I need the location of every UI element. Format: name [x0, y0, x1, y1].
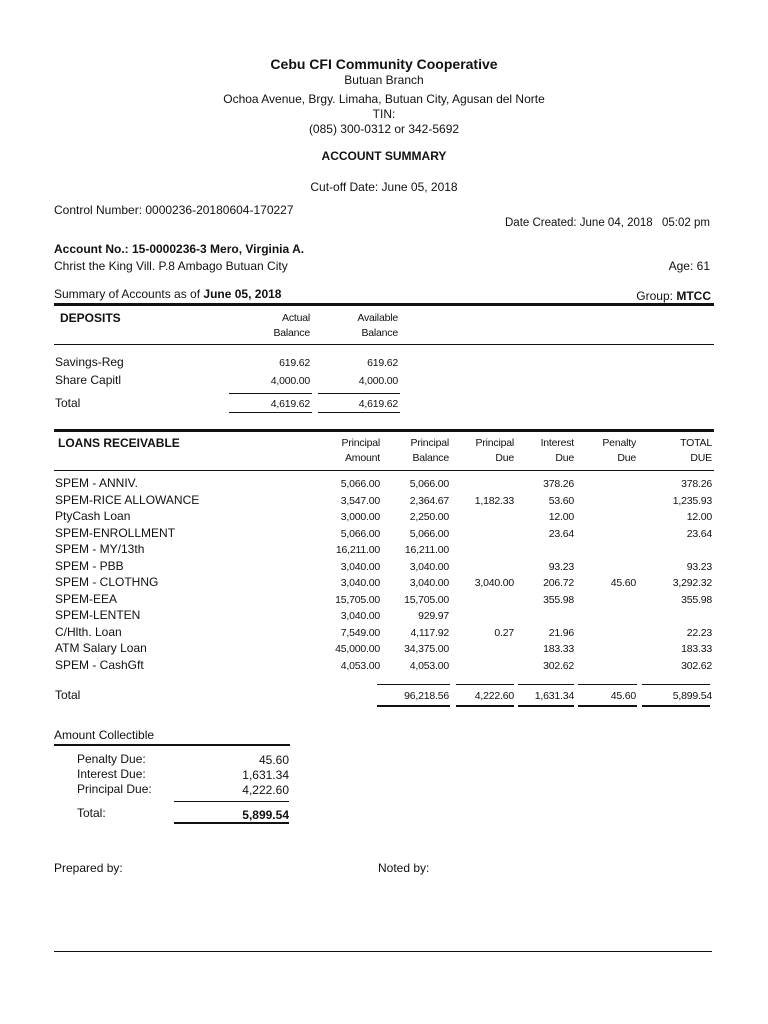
loan-row-principal-balance: 5,066.00 [409, 527, 449, 540]
phone-numbers: (085) 300-0312 or 342-5692 [308, 122, 460, 136]
loans-col-interest-due-line1: Interest [540, 437, 574, 449]
loan-row-name: SPEM-ENROLLMENT [55, 525, 176, 540]
loans-total-principal-due: 4,222.60 [474, 690, 514, 702]
deposit-row-actual: 4,000.00 [270, 375, 310, 387]
collectible-total-value: 5,899.54 [242, 808, 289, 822]
loan-row-name: C/Hlth. Loan [55, 624, 122, 639]
loans-col-principal-balance-line1: Principal [410, 437, 449, 449]
deposits-title: DEPOSITS [60, 311, 121, 325]
loans-col-penalty-due [566, 436, 636, 466]
loan-row-interest-due: 183.33 [543, 643, 574, 655]
loan-row-total-due: 355.98 [681, 593, 712, 606]
loans-col-principal-due-line1: Principal [475, 437, 514, 449]
loan-row-principal-due: 1,182.33 [474, 494, 514, 507]
loan-row-total-due: 302.62 [681, 659, 712, 672]
loan-row-interest-due: 206.72 [543, 577, 574, 589]
loans-total-top-rule [377, 684, 450, 685]
loans-total-top-rule [578, 684, 637, 685]
group-info [636, 289, 711, 303]
loan-row-principal-balance: 34,375.00 [404, 643, 449, 655]
deposit-row-available: 4,000.00 [358, 375, 398, 387]
deposit-row-available: 619.62 [367, 357, 398, 369]
time-created: 05:02 pm [662, 217, 710, 229]
loan-row-total-due: 93.23 [686, 560, 712, 573]
loans-col-penalty-due-line1: Penalty [602, 437, 636, 449]
organization-address: Ochoa Avenue, Brgy. Limaha, Butuan City, Agusan del Norte [223, 92, 545, 106]
loans-total-top-rule [456, 684, 514, 685]
loan-row-principal-balance: 4,117.92 [410, 626, 449, 639]
loan-row-principal-due: 0.27 [494, 626, 514, 639]
loans-col-principal-due-line2: Due [495, 452, 514, 464]
loans-total-penalty-due: 45.60 [610, 690, 636, 702]
loan-row-total-due: 12.00 [686, 511, 712, 523]
loan-row-name: SPEM - PBB [55, 558, 124, 573]
control-number: Control Number: 0000236-20180604-170227 [54, 203, 294, 217]
loan-row-interest-due: 53.60 [548, 494, 574, 507]
document-title: ACCOUNT SUMMARY [321, 149, 447, 163]
loans-total-bottom-rule [456, 705, 514, 707]
loan-row-interest-due: 93.23 [548, 560, 574, 573]
loan-row-principal-balance: 2,364.67 [409, 494, 449, 507]
loan-row-name: ATM Salary Loan [55, 641, 147, 655]
loans-col-principal-balance [379, 436, 449, 466]
deposits-col-available-line1: Available [357, 312, 398, 324]
loan-row-principal-balance: 5,066.00 [409, 478, 449, 490]
loan-row-principal-amount: 3,000.00 [340, 511, 380, 523]
deposits-total-underline-available [318, 412, 400, 413]
loans-col-penalty-due-line2: Due [617, 452, 636, 464]
loan-row-name: PtyCash Loan [55, 509, 131, 523]
loan-row-name: SPEM-EEA [55, 591, 118, 606]
loan-row-interest-due: 12.00 [548, 511, 574, 523]
organization-name: Cebu CFI Community Cooperative [270, 56, 498, 72]
collectible-row-value: 4,222.60 [242, 783, 289, 797]
loan-row-principal-amount: 15,705.00 [335, 593, 380, 606]
loan-row-penalty-due: 45.60 [610, 577, 636, 589]
loan-row-name: SPEM - ANNIV. [55, 476, 138, 490]
collectible-row-label: Interest Due: [77, 767, 146, 781]
loan-row-principal-balance: 15,705.00 [404, 593, 449, 606]
loan-row-principal-amount: 3,040.00 [340, 610, 380, 622]
loan-row-principal-amount: 3,547.00 [340, 494, 380, 507]
loan-row-name: SPEM-RICE ALLOWANCE [55, 492, 200, 507]
loan-row-principal-amount: 7,549.00 [340, 626, 380, 639]
loans-total-bottom-rule [518, 705, 574, 707]
loan-row-name: SPEM-LENTEN [55, 608, 141, 622]
loans-total-bottom-rule [642, 705, 710, 707]
collectible-row-value: 45.60 [258, 753, 289, 767]
loan-row-principal-amount: 4,053.00 [340, 659, 380, 672]
loan-row-principal-amount: 3,040.00 [340, 577, 380, 589]
loan-row-name: SPEM - CLOTHNG [55, 575, 159, 589]
loans-col-principal-amount-line2: Amount [345, 452, 380, 464]
collectible-title: Amount Collectible [54, 728, 155, 742]
loan-row-interest-due: 23.64 [548, 527, 574, 540]
summary-prefix: Summary of Accounts as of [54, 287, 201, 301]
loan-row-principal-amount: 5,066.00 [340, 478, 380, 490]
loan-row-total-due: 3,292.32 [672, 577, 712, 589]
loan-row-principal-amount: 3,040.00 [340, 560, 380, 573]
account-number-name: Account No.: 15-0000236-3 Mero, Virginia A. [54, 242, 305, 256]
deposit-row-name: Savings-Reg [55, 355, 124, 369]
loan-row-principal-balance: 4,053.00 [409, 659, 449, 672]
collectible-total-underline [174, 822, 289, 824]
loan-row-total-due: 183.33 [681, 643, 712, 655]
deposits-col-available [328, 311, 398, 341]
collectible-title-rule [54, 744, 290, 746]
loan-row-name: SPEM - MY/13th [55, 542, 145, 556]
loans-col-principal-amount [310, 436, 380, 466]
loans-col-total-due [642, 436, 712, 466]
deposits-total-rule-available [318, 393, 400, 394]
loan-row-principal-due: 3,040.00 [474, 577, 514, 589]
noted-by-label: Noted by: [378, 861, 430, 875]
deposits-total-available: 4,619.62 [358, 398, 398, 410]
loans-total-top-rule [518, 684, 574, 685]
deposits-total-actual: 4,619.62 [270, 398, 310, 410]
loan-row-name: SPEM - CashGft [55, 657, 144, 672]
loan-row-interest-due: 302.62 [543, 659, 574, 672]
account-address: Christ the King Vill. P.8 Ambago Butuan City [54, 259, 288, 273]
collectible-row-value: 1,631.34 [242, 768, 289, 782]
loan-row-principal-amount: 16,211.00 [335, 544, 380, 556]
loans-total-principal-balance: 96,218.56 [404, 690, 449, 702]
prepared-by-label: Prepared by: [54, 861, 123, 875]
loan-row-principal-amount: 45,000.00 [335, 643, 380, 655]
summary-date: June 05, 2018 [203, 287, 282, 301]
tin-label: TIN: [372, 107, 396, 121]
deposit-row-name: Share Capitl [55, 373, 122, 387]
cutoff-date: Cut-off Date: June 05, 2018 [310, 180, 458, 194]
loans-col-principal-amount-line1: Principal [341, 437, 380, 449]
collectible-total-label: Total: [77, 806, 106, 820]
deposits-total-underline-actual [229, 412, 312, 413]
loans-title: LOANS RECEIVABLE [58, 436, 180, 450]
collectible-total-rule [174, 801, 289, 802]
loan-row-principal-balance: 16,211.00 [404, 544, 449, 556]
deposits-header-rule [54, 344, 714, 345]
deposits-col-actual-line2: Balance [273, 327, 310, 339]
collectible-row-label: Principal Due: [77, 782, 152, 796]
loans-header-rule [54, 470, 714, 471]
footer-rule [54, 951, 712, 952]
deposits-col-available-line2: Balance [361, 327, 398, 339]
loans-total-top-rule [642, 684, 710, 685]
loan-row-total-due: 23.64 [686, 527, 712, 540]
deposits-total-label: Total [55, 396, 81, 410]
loan-row-interest-due: 21.96 [548, 626, 574, 639]
summary-heading [54, 287, 281, 301]
loan-row-principal-balance: 929.97 [418, 610, 449, 622]
loan-row-principal-balance: 3,040.00 [409, 577, 449, 589]
date-created: Date Created: June 04, 2018 [505, 217, 653, 229]
loan-row-total-due: 378.26 [681, 478, 712, 490]
deposits-top-rule [54, 303, 714, 306]
group-label: Group: [636, 289, 673, 303]
group-value: MTCC [676, 289, 711, 303]
deposits-col-actual [240, 311, 310, 341]
deposit-row-actual: 619.62 [279, 357, 310, 369]
loans-total-bottom-rule [377, 705, 450, 707]
loan-row-principal-balance: 2,250.00 [409, 511, 449, 523]
branch-name: Butuan Branch [344, 73, 424, 87]
loan-row-total-due: 22.23 [686, 626, 712, 639]
loans-total-bottom-rule [578, 705, 637, 707]
loans-col-interest-due-line2: Due [555, 452, 574, 464]
loans-col-total-due-line2: DUE [690, 452, 712, 464]
deposits-total-rule-actual [229, 393, 312, 394]
loan-row-interest-due: 378.26 [543, 478, 574, 490]
loan-row-principal-amount: 5,066.00 [340, 527, 380, 540]
collectible-row-label: Penalty Due: [77, 752, 146, 766]
loans-total-total-due: 5,899.54 [672, 690, 712, 702]
loans-top-rule [54, 429, 714, 432]
loans-total-label: Total [55, 688, 81, 702]
loans-col-principal-balance-line2: Balance [412, 452, 449, 464]
loan-row-interest-due: 355.98 [543, 593, 574, 606]
loan-row-principal-balance: 3,040.00 [409, 560, 449, 573]
account-age: Age: 61 [668, 259, 710, 273]
deposits-col-actual-line1: Actual [282, 312, 310, 324]
loan-row-total-due: 1,235.93 [672, 494, 712, 507]
loans-col-interest-due [504, 436, 574, 466]
loans-col-total-due-line1: TOTAL [680, 437, 712, 449]
loans-total-interest-due: 1,631.34 [534, 690, 574, 702]
